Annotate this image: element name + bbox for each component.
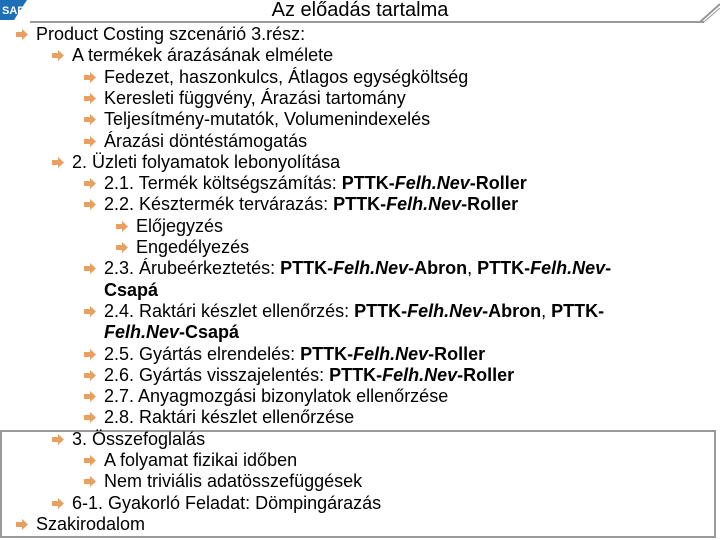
arrow-bullet-icon <box>16 29 28 40</box>
arrow-bullet-icon <box>52 50 64 61</box>
arrow-bullet-icon <box>84 349 96 360</box>
outline-item-text <box>104 365 514 385</box>
arrow-bullet-icon <box>52 434 64 445</box>
text-segment: 6-1. Gyakorló Feladat: Dömpingárazás <box>72 492 382 513</box>
outline-item <box>104 280 158 301</box>
text-segment: PTTK- <box>333 194 387 215</box>
outline-item <box>104 109 430 130</box>
arrow-bullet-icon <box>84 476 96 487</box>
outline-item-text <box>104 88 406 108</box>
arrow-bullet-icon <box>84 263 96 274</box>
outline-item-text <box>104 67 468 87</box>
arrow-bullet-icon <box>84 72 96 83</box>
outline-item <box>104 344 485 365</box>
text-segment: PTTK- <box>354 300 408 321</box>
text-segment: -Roller <box>428 343 486 364</box>
text-segment: , <box>541 300 552 321</box>
text-segment: PTTK- <box>551 300 605 321</box>
outline-item-text <box>104 131 307 151</box>
arrow-bullet-icon <box>84 178 96 189</box>
outline-item <box>72 493 381 514</box>
title-divider <box>30 21 704 23</box>
arrow-bullet-icon <box>16 519 28 530</box>
outline-item <box>104 322 239 343</box>
text-segment: 2.2. Késztermék tervárazás: <box>104 194 334 215</box>
arrow-bullet-icon <box>84 114 96 125</box>
outline-item <box>104 67 468 88</box>
arrow-bullet-icon <box>116 221 128 232</box>
outline-item <box>36 514 145 535</box>
outline-item-text <box>104 109 430 129</box>
text-segment: A folyamat fizikai időben <box>104 450 298 470</box>
outline-item <box>104 301 604 322</box>
outline-item-text <box>104 407 354 427</box>
text-segment: PTTK- <box>329 364 383 385</box>
outline-item-text <box>36 24 305 44</box>
outline-item <box>72 429 205 450</box>
arrow-bullet-icon <box>84 93 96 104</box>
text-segment: PTTK- <box>280 258 334 279</box>
arrow-bullet-icon <box>84 306 96 317</box>
outline-item <box>104 194 518 215</box>
outline-item <box>136 216 223 237</box>
text-segment: Felh.Nev <box>386 194 462 215</box>
text-segment: PTTK- <box>477 258 531 279</box>
outline-item <box>104 88 406 109</box>
text-segment: Teljesítmény-mutatók, Volumenindexelés <box>104 109 431 130</box>
text-segment: Árazási döntéstámogatás <box>104 130 308 151</box>
text-segment: , <box>467 258 478 279</box>
outline-item-text <box>72 45 333 65</box>
text-segment: PTTK- <box>300 343 354 364</box>
outline-item <box>104 407 354 428</box>
text-segment: Szakirodalom <box>36 513 146 534</box>
arrow-bullet-icon <box>84 136 96 147</box>
text-segment: Előjegyzés <box>136 215 224 236</box>
text-segment: - <box>605 258 612 279</box>
outline-item-text <box>72 493 381 513</box>
text-segment: 2.5. Gyártás elrendelés: <box>104 343 301 364</box>
arrow-bullet-icon <box>84 412 96 423</box>
text-segment: -Csapá <box>179 322 240 343</box>
outline-item-text <box>104 194 518 214</box>
arrow-bullet-icon <box>84 370 96 381</box>
outline-item-text <box>104 258 611 278</box>
text-segment: 2.3. Árubeérkeztetés: <box>104 258 281 279</box>
text-segment: -Abron <box>482 300 542 321</box>
outline-item-text <box>104 173 527 193</box>
outline-item-text <box>104 386 448 406</box>
outline-item-text <box>136 237 249 257</box>
text-segment: PTTK- <box>341 173 395 194</box>
outline-item <box>104 471 362 492</box>
text-segment: Felh.Nev <box>530 258 606 279</box>
outline-item <box>36 24 305 45</box>
text-segment: 2.6. Gyártás visszajelentés: <box>104 364 330 385</box>
outline-item-text <box>104 471 362 491</box>
text-segment: 2.4. Raktári készlet ellenőrzés: <box>104 300 355 321</box>
text-segment: 2.8. Raktári készlet ellenőrzése <box>104 407 355 428</box>
arrow-bullet-icon <box>116 242 128 253</box>
text-segment: Nem triviális adatösszefüggések <box>104 471 363 492</box>
text-segment: -Roller <box>469 173 527 194</box>
outline-item <box>136 237 249 258</box>
outline-item <box>72 45 333 66</box>
text-segment: Felh.Nev <box>382 364 458 385</box>
text-segment: -Roller <box>461 194 519 215</box>
arrow-bullet-icon <box>84 455 96 466</box>
outline-item-text <box>136 216 223 236</box>
text-segment: -Roller <box>457 364 515 385</box>
text-segment: -Abron <box>408 258 468 279</box>
outline-item-text <box>104 450 297 470</box>
text-segment: Felh.Nev <box>353 343 429 364</box>
text-segment: 2.1. Termék költségszámítás: <box>104 173 342 194</box>
outline-item <box>72 152 340 173</box>
outline-item-text <box>104 280 158 300</box>
text-segment: 2. Üzleti folyamatok lebonyolítása <box>72 151 341 172</box>
outline-item-text <box>104 322 239 342</box>
text-segment: Felh.Nev <box>407 300 483 321</box>
outline-item-text <box>104 344 485 364</box>
outline-item <box>104 386 448 407</box>
outline-item <box>104 450 297 471</box>
text-segment: 3. Összefoglalás <box>72 428 206 449</box>
text-segment: Engedélyezés <box>136 237 250 257</box>
arrow-bullet-icon <box>52 157 64 168</box>
outline-item <box>104 173 527 194</box>
outline-item <box>104 365 514 386</box>
corner-decoration-icon <box>700 0 720 24</box>
outline-item <box>104 131 307 152</box>
text-segment: Fedezet, haszonkulcs, Átlagos egységköltség <box>104 66 469 87</box>
page-title: Az előadás tartalma <box>271 0 449 21</box>
arrow-bullet-icon <box>84 199 96 210</box>
outline-item-text <box>104 301 604 321</box>
outline-item-text <box>36 514 145 534</box>
text-segment: 2.7. Anyagmozgási bizonylatok ellenőrzése <box>104 386 449 407</box>
text-segment: Csapá <box>104 279 159 300</box>
text-segment: Felh.Nev <box>333 258 409 279</box>
text-segment: Felh.Nev <box>394 173 470 194</box>
outline-item-text <box>72 429 205 449</box>
text-segment: Product Costing szcenárió 3.rész: <box>36 24 306 44</box>
sap-logo-text: SAP <box>2 5 25 17</box>
text-segment: Keresleti függvény, Árazási tartomány <box>104 87 406 108</box>
outline-item-text <box>72 152 340 172</box>
arrow-bullet-icon <box>52 498 64 509</box>
text-segment: Felh.Nev <box>104 322 180 343</box>
outline-item <box>104 258 611 279</box>
arrow-bullet-icon <box>84 391 96 402</box>
text-segment: A termékek árazásának elmélete <box>72 45 334 66</box>
